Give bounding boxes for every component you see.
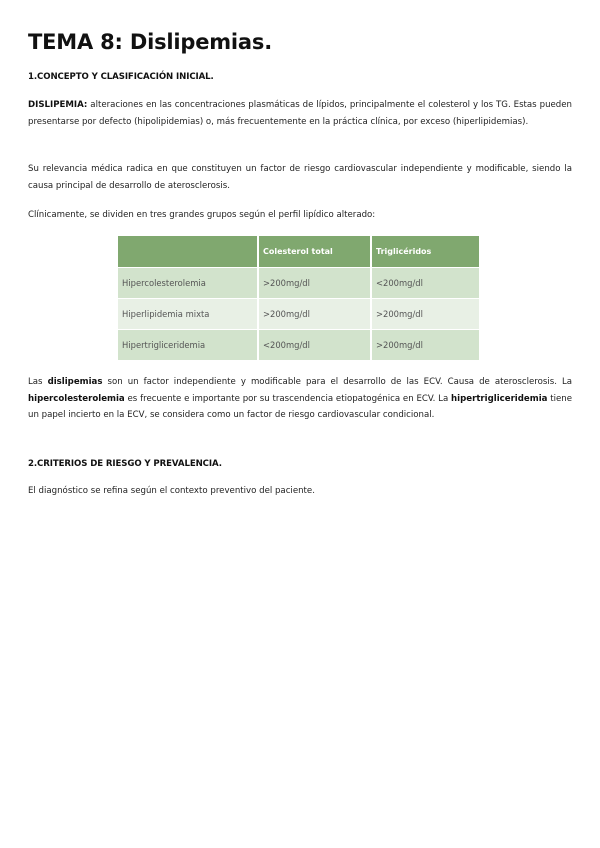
row-label: Hipertrigliceridemia [118,330,258,361]
paragraph-dislipemia-definition [28,97,572,130]
row-label: Hiperlipidemia mixta [118,299,258,330]
table-row [118,330,480,361]
cell-colesterol: >200mg/dl [258,268,371,299]
term-dislipemia: DISLIPEMIA: [28,100,88,110]
header-empty [118,236,258,268]
cell-colesterol: >200mg/dl [258,299,371,330]
text-run: Las [28,377,48,387]
term-hipercolesterolemia: hipercolesterolemia [28,393,125,404]
table-header-row [118,236,480,268]
table-row [118,268,480,299]
section-heading-criterios: 2.CRITERIOS DE RIESGO Y PREVALENCIA. [28,459,222,469]
lipid-profile-table [118,236,481,360]
definition-text: alteraciones en las concentraciones plasmáticas de lípidos, principalmente el colesterol y los TG. Estas pueden presentarse por defecto (hipolipidemias) o, más frecuentemente en la práctica clínica, por exceso (hiperlipidemias). [28,100,572,127]
header-trigliceridos: Triglicéridos [371,236,480,268]
header-colesterol-total: Colesterol total [258,236,371,268]
term-dislipemias: dislipemias [47,377,103,387]
text-run: son un factor independiente y modificable para el desarrollo de las ECV. Causa de aterosclerosis. La [102,377,572,387]
row-label: Hipercolesterolemia [118,268,258,299]
term-hipertrigliceridemia: hipertrigliceridemia [451,393,548,404]
paragraph-clasificacion-intro: Clínicamente, se dividen en tres grandes grupos según el perfil lipídico alterado: [28,210,376,220]
table-row [118,299,480,330]
paragraph-diagnostico: El diagnóstico se refina según el contexto preventivo del paciente. [28,486,315,496]
text-run: tiene un papel incierto en la ECV, se considera como un factor de riesgo cardiovascular condicional. [28,393,573,420]
cell-trigliceridos: >200mg/dl [371,299,480,330]
paragraph-relevancia: Su relevancia médica radica en que constituyen un factor de riesgo cardiovascular independiente y modificable, siendo la causa principal de desarrollo de aterosclerosis. [28,164,572,191]
cell-trigliceridos: >200mg/dl [371,330,480,361]
cell-trigliceridos: <200mg/dl [371,268,480,299]
page-title: TEMA 8: Dislipemias. [28,30,272,54]
cell-colesterol: <200mg/dl [258,330,371,361]
paragraph-dislipemias-ecv [28,374,572,424]
text-run: es frecuente e importante por su trascendencia etiopatogénica en ECV. La [124,393,452,404]
section-heading-concepto: 1.CONCEPTO Y CLASIFICACIÓN INICIAL. [28,72,214,82]
